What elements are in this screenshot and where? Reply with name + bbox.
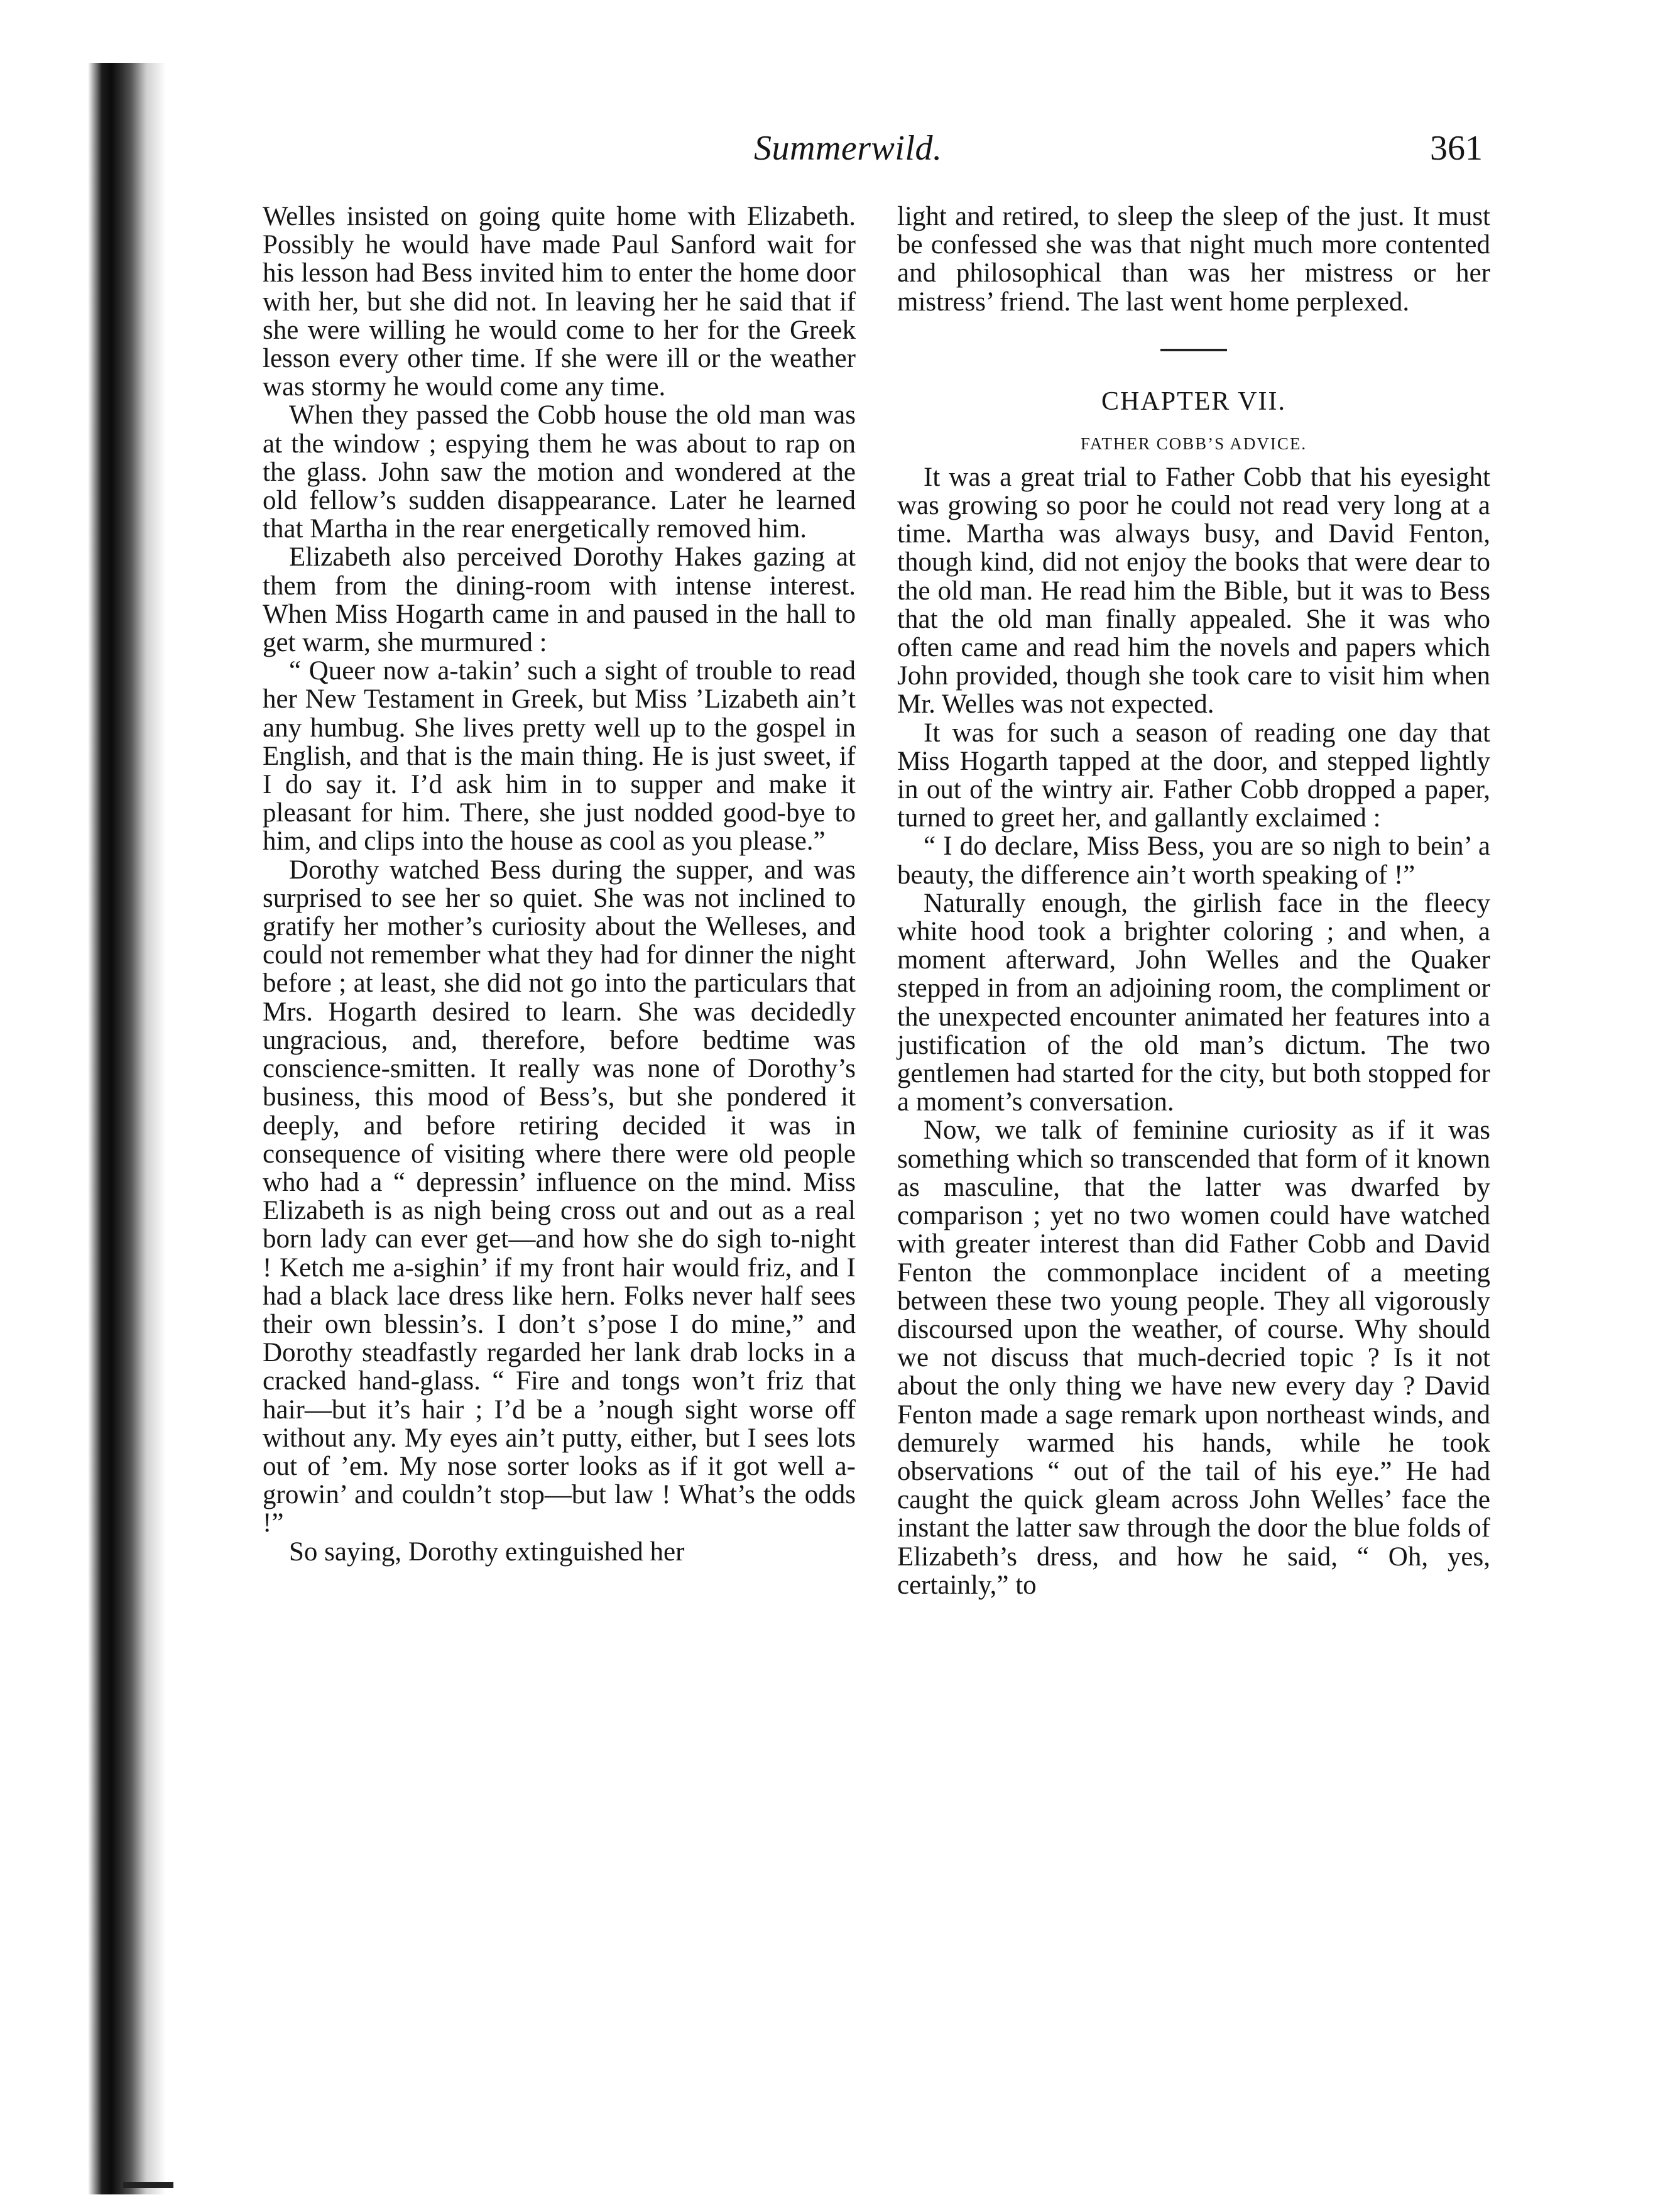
paragraph: Elizabeth also perceived Dorothy Hakes gazing at them from the dining-room with intense interest. When Miss Hogarth came in and paused in the hall to get warm, she murmured : xyxy=(263,542,856,658)
running-title: Summerwild. xyxy=(754,129,942,168)
page-header xyxy=(754,123,1483,180)
chapter-subtitle: FATHER COBB’S ADVICE. xyxy=(1080,434,1307,453)
paragraph: “ Queer now a-takin’ such a sight of trouble to read her New Testament in Greek, but Miss ’Lizabeth ain’t any humbug. She lives pretty well up to the gospel in English, and that is the main thing. He is just sweet, if I do say it. I’d ask him in to supper and make it pleasant for him. There, she just nodded good-bye to him, and clips into the house as cool as you please.” xyxy=(263,656,856,857)
paragraph: It was a great trial to Father Cobb that his eyesight was growing so poor he could not read very long at a time. Martha was always busy, and David Fenton, though kind, did not enjoy the books that were dear to the old man. He read him the Bible, but it was to Bess that the old man finally appealed. She it was who often came and read him the novels and papers which John provided, though she took care to visit him when Mr. Welles was not expected. xyxy=(897,462,1490,720)
paragraph: “ I do declare, Miss Bess, you are so nigh to bein’ a beauty, the difference ain’t worth speaking of !” xyxy=(897,831,1490,890)
paragraph: Now, we talk of feminine curiosity as if it was something which so transcended that form of it known as masculine, that the latter was dwarfed by comparison ; yet no two women could have watched with greater interest than did Father Cobb and David Fenton the commonplace incident of a meeting between these two young people. They all vigorously discoursed upon the weather, of course. Why should we not discuss that much-decried topic ? Is it not about the only thing we have new every day ? David Fenton made a sage remark upon northeast winds, and demurely warmed his hands, while he took observations “ out of the tail of his eye.” He had caught the quick gleam across John Welles’ face the instant the latter saw through the door the blue folds of Elizabeth’s dress, and how he said, “ Oh, yes, certainly,” to xyxy=(897,1115,1490,1600)
right-column xyxy=(897,202,1490,2163)
page-number: 361 xyxy=(1430,129,1483,168)
binding-edge xyxy=(88,63,166,2194)
paragraph: When they passed the Cobb house the old man was at the window ; espying them he was about to rap on the glass. John saw the motion and wondered at the old fellow’s sudden disappearance. Later he learned that Martha in the rear energetically removed him. xyxy=(263,400,856,544)
binding-edge-foot xyxy=(123,2182,173,2188)
paragraph: It was for such a season of reading one day that Miss Hogarth tapped at the door, and stepped lightly in out of the wintry air. Father Cobb dropped a paper, turned to greet her, and gallantly exclaimed : xyxy=(897,718,1490,833)
paragraph: Dorothy watched Bess during the supper, and was surprised to see her so quiet. She was not inclined to gratify her mother’s curiosity about the Welleses, and could not remember what they had for dinner the night before ; at least, she did not go into the particulars that Mrs. Hogarth desired to learn. She was decidedly ungracious, and, therefore, before bedtime was conscience-smitten. It really was none of Dorothy’s business, this mood of Bess’s, but she pondered it deeply, and before retiring decided it was in consequence of visiting where there were old people who had a “ depressin’ influence on the mind. Miss Elizabeth is as nigh being cross out and out as a real born lady can ever get—and how she do sigh to-night ! Ketch me a-sighin’ if my front hair would friz, and I had a black lace dress like hern. Folks never half sees their own blessin’s. I don’t s’pose I do mine,” and Dorothy steadfastly regarded her lank drab locks in a cracked hand-glass. “ Fire and tongs won’t friz that hair—but it’s hair ; I’d be a ’nough sight worse off without any. My eyes ain’t putty, either, but I sees lots out of ’em. My nose sorter looks as if it got well a-growin’ and couldn’t stop—but law ! What’s the odds !” xyxy=(263,855,856,1538)
paragraph: light and retired, to sleep the sleep of the just. It must be confessed she was that night much more contented and philosophical than was her mistress or her mistress’ friend. The last went home perplexed. xyxy=(897,202,1490,317)
paragraph: So saying, Dorothy extinguished her xyxy=(289,1536,685,1567)
left-column xyxy=(263,202,856,2163)
paragraph: Naturally enough, the girlish face in the fleecy white hood took a brighter coloring ; and when, a moment afterward, John Welles and the Quaker stepped in from an adjoining room, the compliment or the unexpected encounter animated her features into a justification of the old man’s dictum. The two gentlemen had started for the city, but both stopped for a moment’s conversation. xyxy=(897,888,1490,1117)
chapter-heading: CHAPTER VII. xyxy=(1101,386,1286,416)
paragraph: Welles insisted on going quite home with Elizabeth. Possibly he would have made Paul Sanford wait for his lesson had Bess invited him to enter the home door with her, but she did not. In leaving her he said that if she were willing he would come to her for the Greek lesson every other time. If she were ill or the weather was stormy he would come any time. xyxy=(263,202,856,402)
section-divider xyxy=(1160,349,1227,351)
